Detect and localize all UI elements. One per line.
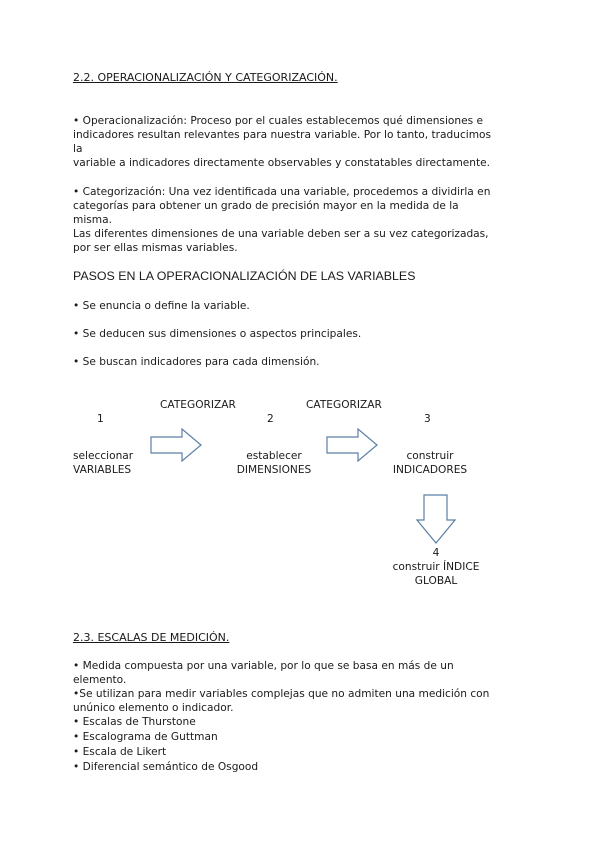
text-line: unúnico elemento o indicador. bbox=[73, 702, 234, 714]
node-number: 1 bbox=[97, 413, 104, 425]
text-line: categorías para obtener un grado de precisión mayor en la medida de la bbox=[73, 200, 459, 212]
down-arrow-icon bbox=[416, 494, 456, 544]
pasos-heading: PASOS EN LA OPERACIONALIZACIÓN DE LAS VARIABLES bbox=[73, 269, 416, 283]
node-label: VARIABLES bbox=[73, 464, 132, 476]
node-label: construir bbox=[406, 450, 454, 462]
section-title-2-2: 2.2. OPERACIONALIZACIÓN Y CATEGORIZACIÓN. bbox=[73, 71, 338, 84]
node-number: 2 bbox=[267, 413, 274, 425]
text-line: • Medida compuesta por una variable, por lo que se basa en más de un bbox=[73, 660, 454, 672]
text-line: variable a indicadores directamente observables y constatables directamente. bbox=[73, 157, 491, 169]
node-label: seleccionar bbox=[73, 450, 134, 462]
list-item: • Diferencial semántico de Osgood bbox=[73, 761, 259, 773]
arrow-label: CATEGORIZAR bbox=[160, 399, 236, 411]
right-arrow-icon bbox=[150, 428, 202, 462]
text-line: indicadores resultan relevantes para nuestra variable. Por lo tanto, traducimos bbox=[73, 129, 492, 141]
node-label: DIMENSIONES bbox=[236, 464, 312, 476]
node-label: GLOBAL bbox=[414, 575, 458, 587]
text-line: Las diferentes dimensiones de una variable deben ser a su vez categorizadas, bbox=[73, 228, 489, 240]
section-title-2-3: 2.3. ESCALAS DE MEDICIÓN. bbox=[73, 631, 230, 644]
text-line: • Categorización: Una vez identificada una variable, procedemos a dividirla en bbox=[73, 186, 491, 198]
node-number: 4 bbox=[432, 547, 440, 559]
node-label: INDICADORES bbox=[392, 464, 468, 476]
text-line: la bbox=[73, 143, 83, 155]
step-item: • Se deducen sus dimensiones o aspectos principales. bbox=[73, 328, 362, 340]
step-item: • Se enuncia o define la variable. bbox=[73, 300, 250, 312]
node-label: construir ÍNDICE bbox=[392, 561, 480, 573]
list-item: • Escala de Likert bbox=[73, 746, 167, 758]
text-line: • Operacionalización: Proceso por el cuales establecemos qué dimensiones e bbox=[73, 115, 484, 127]
right-arrow-icon bbox=[326, 428, 378, 462]
list-item: • Escalas de Thurstone bbox=[73, 716, 196, 728]
text-line: por ser ellas mismas variables. bbox=[73, 242, 238, 254]
text-line: •Se utilizan para medir variables complejas que no admiten una medición con bbox=[73, 688, 490, 700]
step-item: • Se buscan indicadores para cada dimensión. bbox=[73, 356, 320, 368]
arrow-label: CATEGORIZAR bbox=[306, 399, 382, 411]
text-line: misma. bbox=[73, 214, 112, 226]
node-label: establecer bbox=[246, 450, 302, 462]
node-number: 3 bbox=[424, 413, 431, 425]
text-line: elemento. bbox=[73, 674, 127, 686]
list-item: • Escalograma de Guttman bbox=[73, 731, 218, 743]
